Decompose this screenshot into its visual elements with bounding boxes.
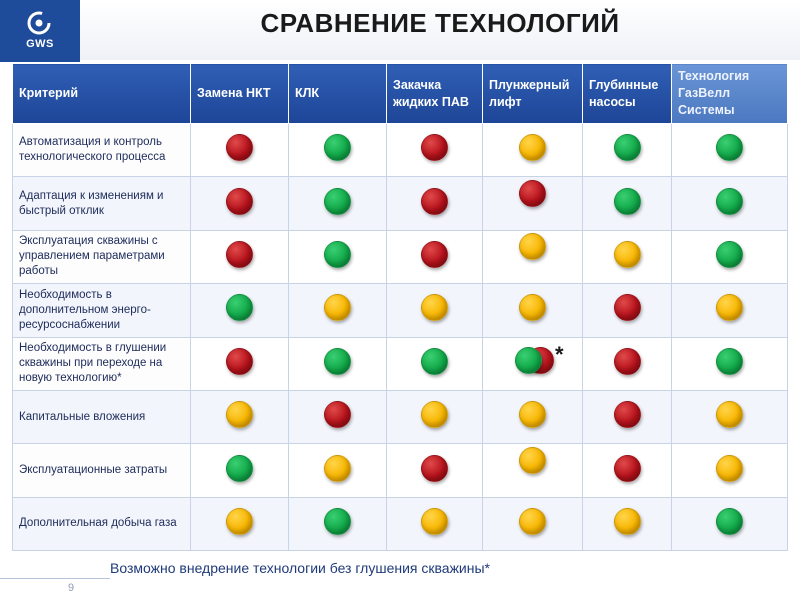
green-indicator-icon [324, 508, 351, 535]
rating-cell [483, 284, 583, 337]
rating-cell [387, 444, 483, 497]
green-indicator-icon [421, 348, 448, 375]
column-header-downhole-pumps: Глубинные насосы [583, 64, 672, 124]
column-header-surfactant-injection: Закачка жидких ПАВ [387, 64, 483, 124]
rating-cell [672, 497, 788, 550]
rating-cell [483, 124, 583, 177]
yellow-indicator-icon [519, 294, 546, 321]
red-indicator-icon [421, 134, 448, 161]
yellow-indicator-icon [614, 508, 641, 535]
red-indicator-icon [421, 241, 448, 268]
rating-cell [387, 230, 483, 283]
yellow-indicator-icon [226, 508, 253, 535]
rating-cell [387, 124, 483, 177]
logo [0, 0, 80, 62]
yellow-indicator-icon [324, 455, 351, 482]
green-indicator-icon [324, 348, 351, 375]
criterion-label: Эксплуатационные затраты [13, 444, 191, 497]
red-indicator-icon [519, 180, 546, 207]
yellow-indicator-icon [614, 241, 641, 268]
rating-cell [483, 230, 583, 283]
criterion-label: Необходимость в глушении скважины при переходе на новую технологию* [13, 337, 191, 390]
yellow-indicator-icon [421, 401, 448, 428]
yellow-indicator-icon [716, 455, 743, 482]
rating-cell [483, 497, 583, 550]
rating-cell [289, 390, 387, 443]
table-row [13, 337, 788, 390]
yellow-indicator-icon [421, 508, 448, 535]
rating-cell [483, 337, 583, 390]
rating-cell [289, 497, 387, 550]
rating-cell [289, 230, 387, 283]
rating-cell [387, 390, 483, 443]
rating-cell [191, 390, 289, 443]
gws-logo-icon [26, 10, 52, 36]
rating-cell [387, 497, 483, 550]
criterion-label: Необходимость в дополнительном энерго-ресурсоснабжении [13, 284, 191, 337]
yellow-indicator-icon [519, 508, 546, 535]
green-indicator-icon [716, 508, 743, 535]
rating-cell [191, 230, 289, 283]
rating-cell [191, 124, 289, 177]
logo-text: GWS [26, 38, 54, 50]
comparison-table [12, 63, 788, 551]
rating-pair [513, 346, 553, 376]
yellow-indicator-icon [324, 294, 351, 321]
rating-cell [583, 124, 672, 177]
rating-cell [583, 284, 672, 337]
rating-cell [583, 497, 672, 550]
red-indicator-icon [614, 401, 641, 428]
criterion-label: Эксплуатация скважины с управлением параметрами работы [13, 230, 191, 283]
green-indicator-icon [226, 294, 253, 321]
rating-cell [672, 444, 788, 497]
rating-cell [289, 444, 387, 497]
yellow-indicator-icon [519, 233, 546, 260]
green-indicator-icon [716, 348, 743, 375]
criterion-label: Капитальные вложения [13, 390, 191, 443]
table-row [13, 497, 788, 550]
red-indicator-icon [614, 348, 641, 375]
yellow-indicator-icon [716, 401, 743, 428]
rating-cell [289, 177, 387, 230]
table-row [13, 444, 788, 497]
rating-cell [387, 177, 483, 230]
criterion-label: Адаптация к изменениям и быстрый отклик [13, 177, 191, 230]
table-row [13, 284, 788, 337]
footnote-asterisk: * [555, 341, 564, 367]
criterion-label: Автоматизация и контроль технологического процесса [13, 124, 191, 177]
rating-cell [191, 337, 289, 390]
column-header-criterion: Критерий [13, 64, 191, 124]
column-header-klk: КЛК [289, 64, 387, 124]
rating-cell [191, 284, 289, 337]
green-indicator-icon [324, 241, 351, 268]
rating-cell [672, 177, 788, 230]
red-indicator-icon [614, 294, 641, 321]
table-row [13, 230, 788, 283]
rating-cell [483, 177, 583, 230]
red-indicator-icon [226, 188, 253, 215]
column-header-gaswell-systems: Технология ГазВелл Системы [672, 64, 788, 124]
green-indicator-icon [515, 347, 542, 374]
red-indicator-icon [226, 241, 253, 268]
yellow-indicator-icon [421, 294, 448, 321]
rating-cell [191, 444, 289, 497]
yellow-indicator-icon [519, 401, 546, 428]
green-indicator-icon [716, 134, 743, 161]
rating-cell [387, 284, 483, 337]
rating-cell [672, 230, 788, 283]
rating-cell [289, 337, 387, 390]
rating-cell [672, 284, 788, 337]
table-row [13, 177, 788, 230]
table-row [13, 390, 788, 443]
rating-cell [672, 390, 788, 443]
rating-cell [483, 390, 583, 443]
green-indicator-icon [716, 241, 743, 268]
red-indicator-icon [226, 348, 253, 375]
comparison-table-wrapper [12, 63, 787, 550]
table-row [13, 124, 788, 177]
rating-cell [672, 337, 788, 390]
red-indicator-icon [421, 188, 448, 215]
table-header-row [13, 64, 788, 124]
green-indicator-icon [324, 134, 351, 161]
title-bar [0, 0, 800, 60]
rating-cell [289, 284, 387, 337]
page-title: СРАВНЕНИЕ ТЕХНОЛОГИЙ [260, 8, 620, 38]
yellow-indicator-icon [716, 294, 743, 321]
green-indicator-icon [716, 188, 743, 215]
yellow-indicator-icon [519, 134, 546, 161]
red-indicator-icon [421, 455, 448, 482]
footer-divider [0, 578, 110, 579]
green-indicator-icon [614, 188, 641, 215]
green-indicator-icon [226, 455, 253, 482]
yellow-indicator-icon [519, 447, 546, 474]
column-header-plunger-lift: Плунжерный лифт [483, 64, 583, 124]
yellow-indicator-icon [226, 401, 253, 428]
rating-cell [672, 124, 788, 177]
rating-cell [387, 337, 483, 390]
rating-cell [191, 497, 289, 550]
rating-cell [583, 390, 672, 443]
rating-cell [483, 444, 583, 497]
rating-cell [583, 444, 672, 497]
rating-cell [191, 177, 289, 230]
page-number: 9 [68, 582, 75, 594]
rating-cell [583, 337, 672, 390]
rating-cell [583, 177, 672, 230]
rating-cell [583, 230, 672, 283]
footnote: Возможно внедрение технологии без глушения скважины* [110, 560, 490, 576]
criterion-label: Дополнительная добыча газа [13, 497, 191, 550]
red-indicator-icon [226, 134, 253, 161]
red-indicator-icon [324, 401, 351, 428]
column-header-tubing-replacement: Замена НКТ [191, 64, 289, 124]
red-indicator-icon [614, 455, 641, 482]
green-indicator-icon [324, 188, 351, 215]
green-indicator-icon [614, 134, 641, 161]
rating-cell [289, 124, 387, 177]
